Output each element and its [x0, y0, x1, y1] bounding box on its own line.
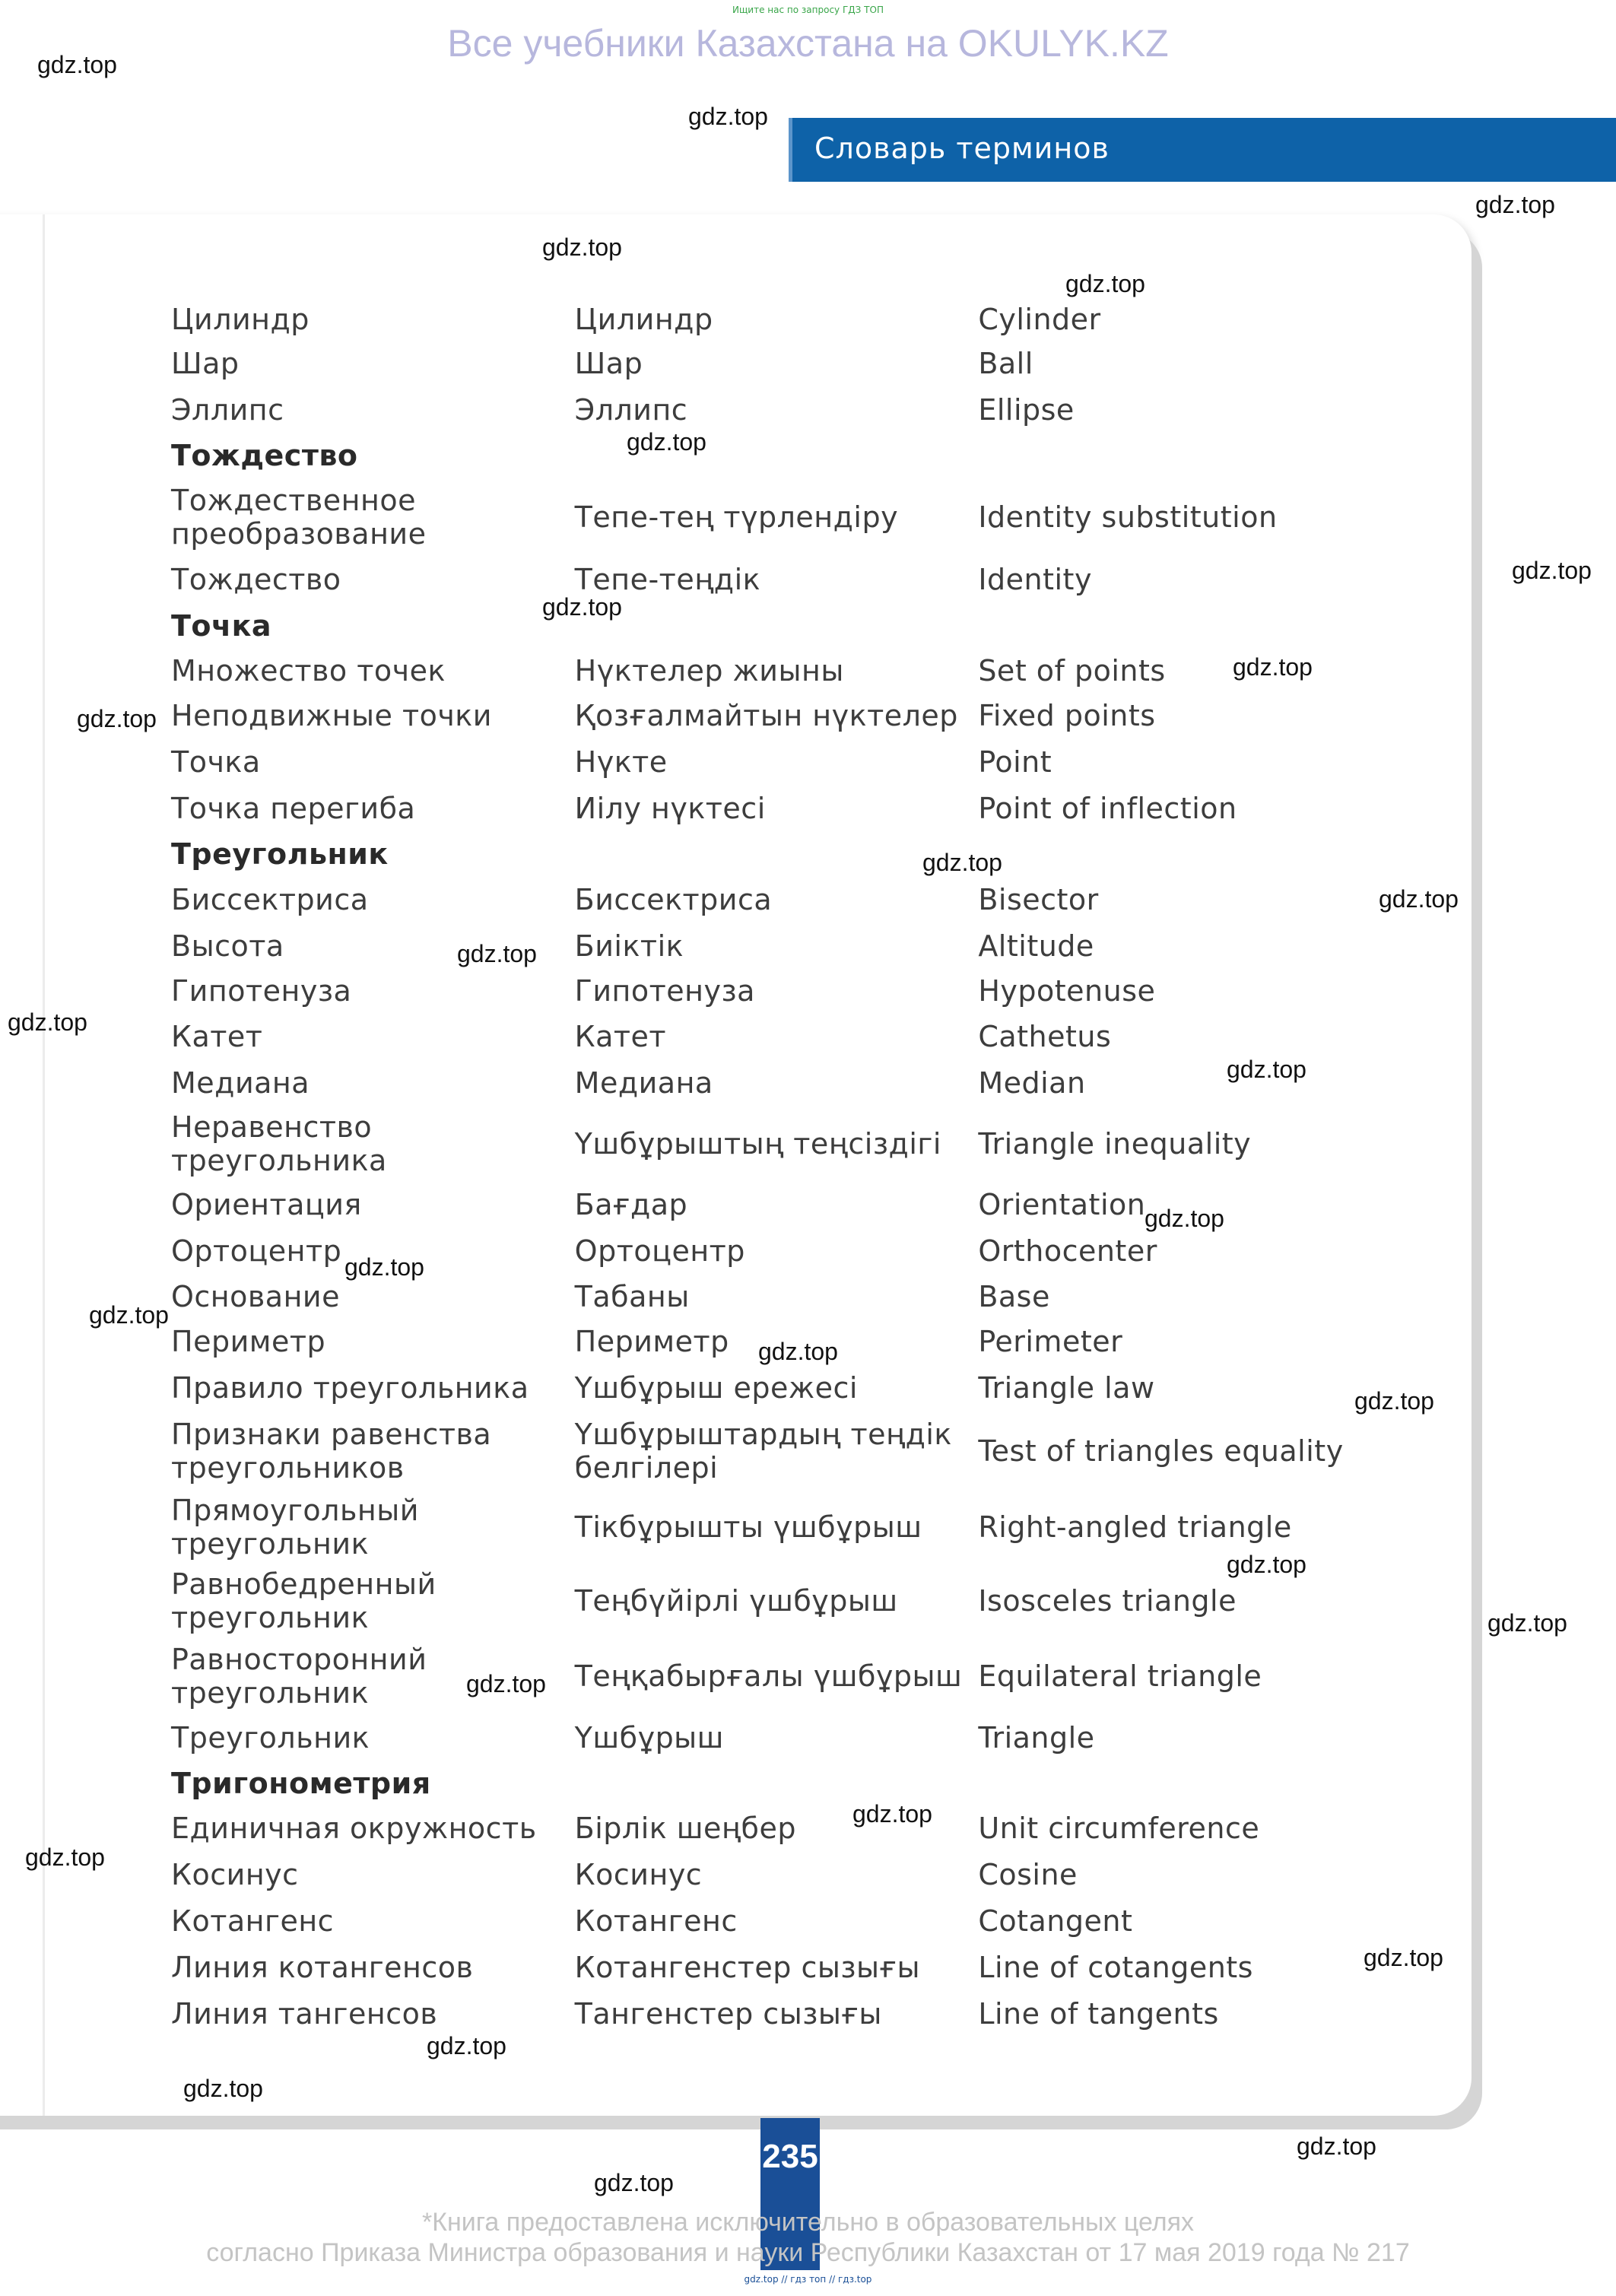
- term-kazakh: Периметр: [574, 1325, 729, 1358]
- table-row: [171, 785, 1373, 832]
- term-english: Bisector: [978, 883, 1099, 916]
- term-russian: Тождественное преобразование: [171, 484, 427, 551]
- table-row: [171, 1060, 1373, 1106]
- table-row: [171, 1851, 1373, 1898]
- term-kazakh: Медиана: [574, 1066, 713, 1100]
- term-russian: Неподвижные точки: [171, 699, 492, 732]
- term-english: Orthocenter: [978, 1234, 1157, 1268]
- watermark: gdz.top: [1227, 1551, 1306, 1578]
- term-russian: Периметр: [171, 1325, 326, 1358]
- term-english: Cylinder: [978, 303, 1101, 336]
- watermark: gdz.top: [1233, 653, 1313, 681]
- term-russian: Признаки равенства треугольников: [171, 1418, 492, 1485]
- term-russian: Шар: [171, 347, 240, 380]
- term-english: Hypotenuse: [978, 974, 1156, 1008]
- term-english: Point of inflection: [978, 792, 1237, 825]
- bottom-note: gdz.top // гдз топ // гдз.top: [744, 2274, 872, 2285]
- section-header: [789, 118, 1616, 182]
- table-row: [171, 1364, 1373, 1412]
- watermark: gdz.top: [1354, 1387, 1434, 1415]
- term-english: Ball: [978, 347, 1033, 380]
- term-english: Altitude: [978, 929, 1094, 963]
- watermark: gdz.top: [183, 2075, 263, 2102]
- table-row: [171, 386, 1373, 433]
- table-row: [171, 341, 1373, 386]
- term-russian: Тождество: [171, 439, 358, 472]
- table-row: [171, 969, 1373, 1013]
- table-row: [171, 298, 1373, 341]
- table-row: [171, 1944, 1373, 1991]
- footer-line-2: согласно Приказа Министра образования и науки Республики Казахстан от 17 мая 2019 года № 217: [206, 2238, 1410, 2267]
- table-row: [171, 649, 1373, 692]
- term-russian: Ортоцентр: [171, 1234, 342, 1268]
- watermark: gdz.top: [8, 1008, 87, 1036]
- section-heading-row: [171, 433, 1373, 478]
- watermark: gdz.top: [1364, 1944, 1443, 1971]
- section-heading-row: [171, 602, 1373, 649]
- term-kazakh: Үшбұрыштың теңсіздігі: [574, 1127, 941, 1161]
- term-kazakh: Цилиндр: [574, 303, 713, 336]
- term-english: Cosine: [978, 1858, 1078, 1891]
- watermark: gdz.top: [758, 1338, 838, 1365]
- term-russian: Тригонометрия: [171, 1767, 431, 1800]
- term-russian: Гипотенуза: [171, 974, 352, 1008]
- section-heading-row: [171, 832, 1373, 876]
- watermark: gdz.top: [1227, 1056, 1306, 1083]
- watermark: gdz.top: [1297, 2132, 1376, 2160]
- page-number: 235: [762, 2138, 818, 2175]
- table-row: [171, 1412, 1373, 1491]
- term-russian: Точка: [171, 609, 272, 643]
- term-english: Point: [978, 745, 1052, 779]
- term-english: Orientation: [978, 1188, 1146, 1221]
- term-russian: Ориентация: [171, 1188, 362, 1221]
- term-kazakh: Иілу нүктесі: [574, 792, 766, 825]
- term-russian: Цилиндр: [171, 303, 310, 336]
- section-title: Словарь терминов: [814, 132, 1110, 165]
- term-english: Isosceles triangle: [978, 1584, 1237, 1618]
- watermark: gdz.top: [1065, 270, 1145, 297]
- term-russian: Высота: [171, 929, 284, 963]
- term-russian: Равнобедренный треугольник: [171, 1567, 437, 1634]
- term-kazakh: Котангенс: [574, 1904, 738, 1938]
- term-russian: Единичная окружность: [171, 1812, 537, 1845]
- term-russian: Неравенство треугольника: [171, 1110, 387, 1177]
- term-russian: Точка: [171, 745, 261, 779]
- term-russian: Эллипс: [171, 393, 284, 427]
- term-russian: Тождество: [171, 563, 341, 596]
- term-russian: Линия тангенсов: [171, 1997, 438, 2031]
- term-kazakh: Шар: [574, 347, 643, 380]
- watermark: gdz.top: [852, 1800, 932, 1828]
- glossary-table: [171, 298, 1373, 2037]
- term-english: Identity: [978, 563, 1092, 596]
- watermark: gdz.top: [1475, 191, 1555, 218]
- term-english: Right-angled triangle: [978, 1510, 1292, 1544]
- table-row: [171, 1564, 1373, 1638]
- table-row: [171, 1991, 1373, 2037]
- watermark: gdz.top: [1487, 1609, 1567, 1637]
- term-russian: Множество точек: [171, 654, 446, 688]
- term-english: Line of cotangents: [978, 1951, 1253, 1984]
- term-kazakh: Нүктелер жиыны: [574, 654, 844, 688]
- section-heading-row: [171, 1761, 1373, 1805]
- term-kazakh: Гипотенуза: [574, 974, 755, 1008]
- term-english: Median: [978, 1066, 1086, 1100]
- term-english: Triangle law: [978, 1371, 1155, 1405]
- term-russian: Косинус: [171, 1858, 299, 1891]
- term-kazakh: Котангенстер сызығы: [574, 1951, 920, 1984]
- term-english: Unit circumference: [978, 1812, 1260, 1845]
- term-kazakh: Эллипс: [574, 393, 688, 427]
- watermark: gdz.top: [89, 1301, 169, 1329]
- term-kazakh: Табаны: [574, 1280, 690, 1313]
- term-english: Cathetus: [978, 1020, 1112, 1053]
- table-row: [171, 1714, 1373, 1761]
- term-kazakh: Теңқабырғалы үшбұрыш: [574, 1659, 963, 1693]
- term-english: Triangle: [978, 1721, 1095, 1755]
- term-russian: Равносторонний треугольник: [171, 1643, 427, 1710]
- term-russian: Треугольник: [171, 837, 389, 871]
- footer-line-1: *Книга предоставлена исключительно в образовательных целях: [421, 2208, 1195, 2237]
- watermark: gdz.top: [1512, 557, 1592, 584]
- table-row: [171, 1805, 1373, 1851]
- term-english: Identity substitution: [978, 500, 1278, 534]
- table-row: [171, 692, 1373, 739]
- table-row: [171, 557, 1373, 602]
- term-russian: Биссектриса: [171, 883, 369, 916]
- term-russian: Основание: [171, 1280, 340, 1313]
- table-row: [171, 1106, 1373, 1182]
- term-russian: Точка перегиба: [171, 792, 416, 825]
- term-kazakh: Косинус: [574, 1858, 703, 1891]
- table-row: [171, 1898, 1373, 1944]
- term-russian: Катет: [171, 1020, 263, 1053]
- term-kazakh: Бағдар: [574, 1188, 688, 1221]
- term-kazakh: Ортоцентр: [574, 1234, 745, 1268]
- term-kazakh: Тепе-теңдік: [574, 563, 761, 596]
- term-kazakh: Тангенстер сызығы: [574, 1997, 882, 2031]
- table-row: [171, 478, 1373, 557]
- term-english: Cotangent: [978, 1904, 1133, 1938]
- term-russian: Медиана: [171, 1066, 310, 1100]
- watermark: gdz.top: [1379, 885, 1459, 913]
- table-row: [171, 1013, 1373, 1060]
- term-english: Perimeter: [978, 1325, 1123, 1358]
- term-english: Fixed points: [978, 699, 1156, 732]
- watermark: gdz.top: [542, 233, 622, 261]
- term-english: Equilateral triangle: [978, 1659, 1262, 1693]
- term-kazakh: Үшбұрыштардың теңдік белгілері: [574, 1418, 952, 1485]
- watermark: gdz.top: [688, 103, 768, 130]
- term-russian: Котангенс: [171, 1904, 335, 1938]
- watermark: gdz.top: [77, 705, 157, 732]
- term-english: Test of triangles equality: [978, 1434, 1344, 1468]
- table-row: [171, 876, 1373, 923]
- watermark: gdz.top: [25, 1843, 105, 1871]
- term-kazakh: Теңбүйірлі үшбұрыш: [574, 1584, 898, 1618]
- watermark: gdz.top: [922, 849, 1002, 876]
- term-english: Ellipse: [978, 393, 1075, 427]
- watermark: gdz.top: [627, 428, 706, 456]
- watermark: gdz.top: [542, 593, 622, 621]
- site-title[interactable]: Все учебники Казахстана на OKULYK.KZ: [447, 22, 1169, 65]
- term-kazakh: Үшбұрыш: [574, 1721, 724, 1755]
- watermark: gdz.top: [344, 1253, 424, 1281]
- table-row: [171, 1638, 1373, 1714]
- watermark: gdz.top: [457, 940, 537, 967]
- term-kazakh: Биіктік: [574, 929, 684, 963]
- watermark: gdz.top: [466, 1670, 546, 1697]
- term-english: Triangle inequality: [978, 1127, 1252, 1161]
- term-russian: Прямоугольный треугольник: [171, 1494, 419, 1561]
- watermark: gdz.top: [37, 51, 117, 78]
- term-english: Base: [978, 1280, 1050, 1313]
- term-kazakh: Нүкте: [574, 745, 668, 779]
- term-kazakh: Катет: [574, 1020, 667, 1053]
- term-kazakh: Қозғалмайтын нүктелер: [574, 699, 958, 732]
- table-row: [171, 739, 1373, 785]
- watermark: gdz.top: [427, 2032, 506, 2059]
- term-kazakh: Бірлік шеңбер: [574, 1812, 796, 1845]
- card-edge-rule: [43, 214, 45, 2116]
- term-kazakh: Биссектриса: [574, 883, 773, 916]
- term-english: Line of tangents: [978, 1997, 1219, 2031]
- term-english: Set of points: [978, 654, 1166, 688]
- watermark: gdz.top: [1145, 1205, 1224, 1232]
- term-russian: Треугольник: [171, 1721, 370, 1755]
- term-russian: Линия котангенсов: [171, 1951, 474, 1984]
- watermark: gdz.top: [594, 2169, 674, 2196]
- term-kazakh: Тікбұрышты үшбұрыш: [574, 1510, 922, 1544]
- top-note: Ищите нас по запросу ГДЗ ТОП: [732, 5, 884, 15]
- table-row: [171, 1491, 1373, 1564]
- term-kazakh: Үшбұрыш ережесі: [574, 1371, 858, 1405]
- table-row: [171, 923, 1373, 969]
- term-russian: Правило треугольника: [171, 1371, 529, 1405]
- term-kazakh: Тепе-тең түрлендіру: [574, 500, 899, 534]
